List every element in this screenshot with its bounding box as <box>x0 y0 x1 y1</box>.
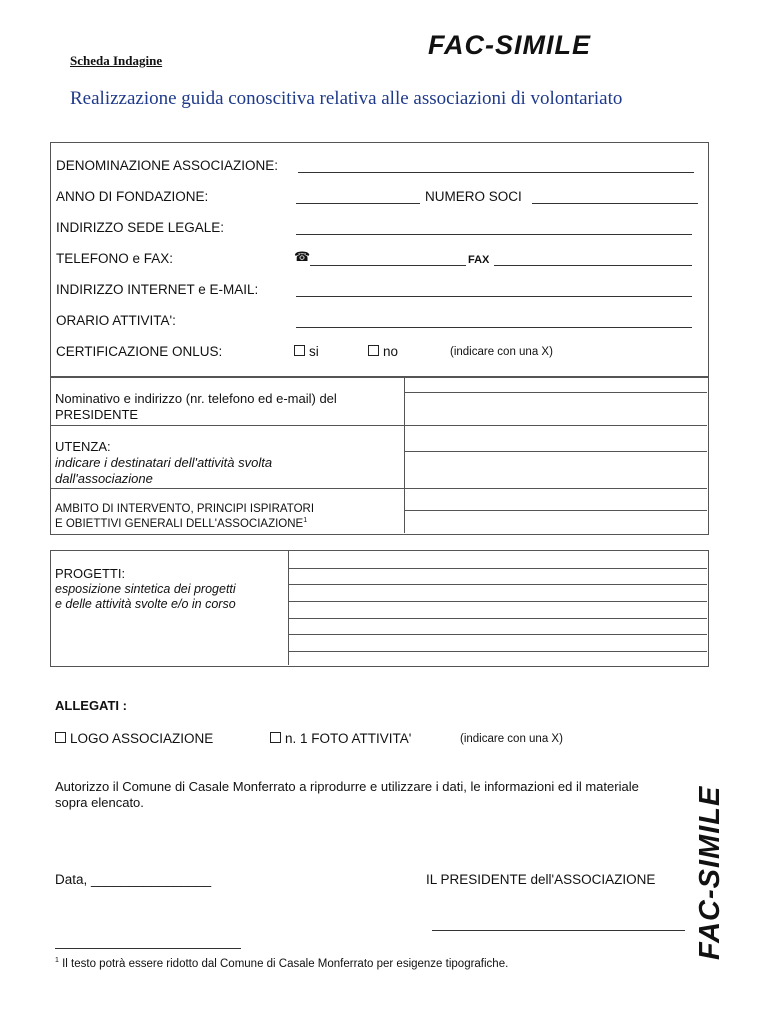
progetti-label: PROGETTI: <box>55 566 126 581</box>
table-cell-line <box>404 510 707 511</box>
progetti-field[interactable] <box>290 552 706 664</box>
telefono-fax-label: TELEFONO e FAX: <box>56 251 174 266</box>
indirizzo-sede-field[interactable] <box>296 234 692 235</box>
page-title: Realizzazione guida conoscitiva relativa alle associazioni di volontariato <box>70 88 623 109</box>
table-row-divider <box>50 425 405 426</box>
checkbox-icon[interactable] <box>294 345 305 356</box>
telefono-field[interactable] <box>310 265 466 266</box>
no-label: no <box>383 344 399 359</box>
autorizzo-line2: sopra elencato. <box>55 795 144 810</box>
onlus-label: CERTIFICAZIONE ONLUS: <box>56 344 223 359</box>
presidente-label-line2: PRESIDENTE <box>55 407 139 422</box>
numero-soci-label: NUMERO SOCI <box>425 189 522 204</box>
orario-label: ORARIO ATTIVITA': <box>56 313 176 328</box>
table-cell-line <box>404 451 707 452</box>
progetti-desc-line1: esposizione sintetica dei progetti <box>55 582 236 596</box>
onlus-no-option[interactable] <box>368 344 398 359</box>
internet-email-label: INDIRIZZO INTERNET e E-MAIL: <box>56 282 259 297</box>
allegati-title: ALLEGATI : <box>55 698 127 713</box>
footnote-number: 1 <box>55 957 59 964</box>
table-cell-line <box>404 392 707 393</box>
logo-label: LOGO ASSOCIAZIONE <box>70 731 214 746</box>
onlus-si-option[interactable] <box>294 344 319 359</box>
utenza-field[interactable] <box>406 453 706 487</box>
checkbox-icon[interactable] <box>270 732 281 743</box>
foto-label: n. 1 FOTO ATTIVITA' <box>285 731 412 746</box>
table-cell-line <box>404 425 707 426</box>
ambito-label-text: E OBIETTIVI GENERALI DELL'ASSOCIAZIONE <box>55 517 304 530</box>
telephone-icon: ☎ <box>294 249 311 264</box>
footnote-separator <box>55 948 241 949</box>
orario-field[interactable] <box>296 327 692 328</box>
facsimile-watermark-top: FAC-SIMILE <box>428 30 591 60</box>
anno-fondazione-label: ANNO DI FONDAZIONE: <box>56 189 209 204</box>
ambito-label-line1: AMBITO DI INTERVENTO, PRINCIPI ISPIRATORI <box>55 503 315 515</box>
presidente-signature-label: IL PRESIDENTE dell'ASSOCIAZIONE <box>426 872 656 887</box>
anno-fondazione-field[interactable] <box>296 203 420 204</box>
allegato-logo-option[interactable] <box>55 731 213 746</box>
checkbox-icon[interactable] <box>368 345 379 356</box>
signature-line[interactable] <box>432 930 685 931</box>
numero-soci-field[interactable] <box>532 203 698 204</box>
ambito-field[interactable] <box>406 512 706 532</box>
facsimile-watermark-side: FAC-SIMILE <box>694 785 726 960</box>
denominazione-label: DENOMINAZIONE ASSOCIAZIONE: <box>56 158 279 173</box>
table-row-divider <box>50 488 405 489</box>
utenza-desc-line1: indicare i destinatari dell'attività svolta <box>55 455 273 470</box>
checkbox-icon[interactable] <box>55 732 66 743</box>
presidente-label-line1: Nominativo e indirizzo (nr. telefono ed e-mail) del <box>55 391 337 406</box>
data-field[interactable]: Data, ________________ <box>55 872 212 887</box>
fax-label: FAX <box>468 254 490 266</box>
progetti-desc-line2: e delle attività svolte e/o in corso <box>55 597 236 611</box>
presidente-field[interactable] <box>406 394 706 424</box>
footnote-ref: 1 <box>303 517 308 524</box>
utenza-desc-line2: dall'associazione <box>55 471 153 486</box>
footnote <box>55 957 508 970</box>
utenza-label: UTENZA: <box>55 439 111 454</box>
fax-field[interactable] <box>494 265 692 266</box>
footnote-text: Il testo potrà essere ridotto dal Comune di Casale Monferrato per esigenze tipografiche. <box>62 957 509 970</box>
allegato-foto-option[interactable] <box>270 731 411 746</box>
document-heading: Scheda Indagine <box>70 53 163 68</box>
si-label: si <box>309 344 319 359</box>
onlus-instruction: (indicare con una X) <box>450 346 553 358</box>
ambito-label-line2 <box>55 517 307 530</box>
table-cell-line <box>404 488 707 489</box>
denominazione-field[interactable] <box>298 172 694 173</box>
autorizzo-line1: Autorizzo il Comune di Casale Monferrato a riprodurre e utilizzare i dati, le informazioni ed il materiale <box>55 779 639 794</box>
internet-email-field[interactable] <box>296 296 692 297</box>
indirizzo-sede-label: INDIRIZZO SEDE LEGALE: <box>56 220 225 235</box>
allegati-instruction: (indicare con una X) <box>460 733 563 745</box>
